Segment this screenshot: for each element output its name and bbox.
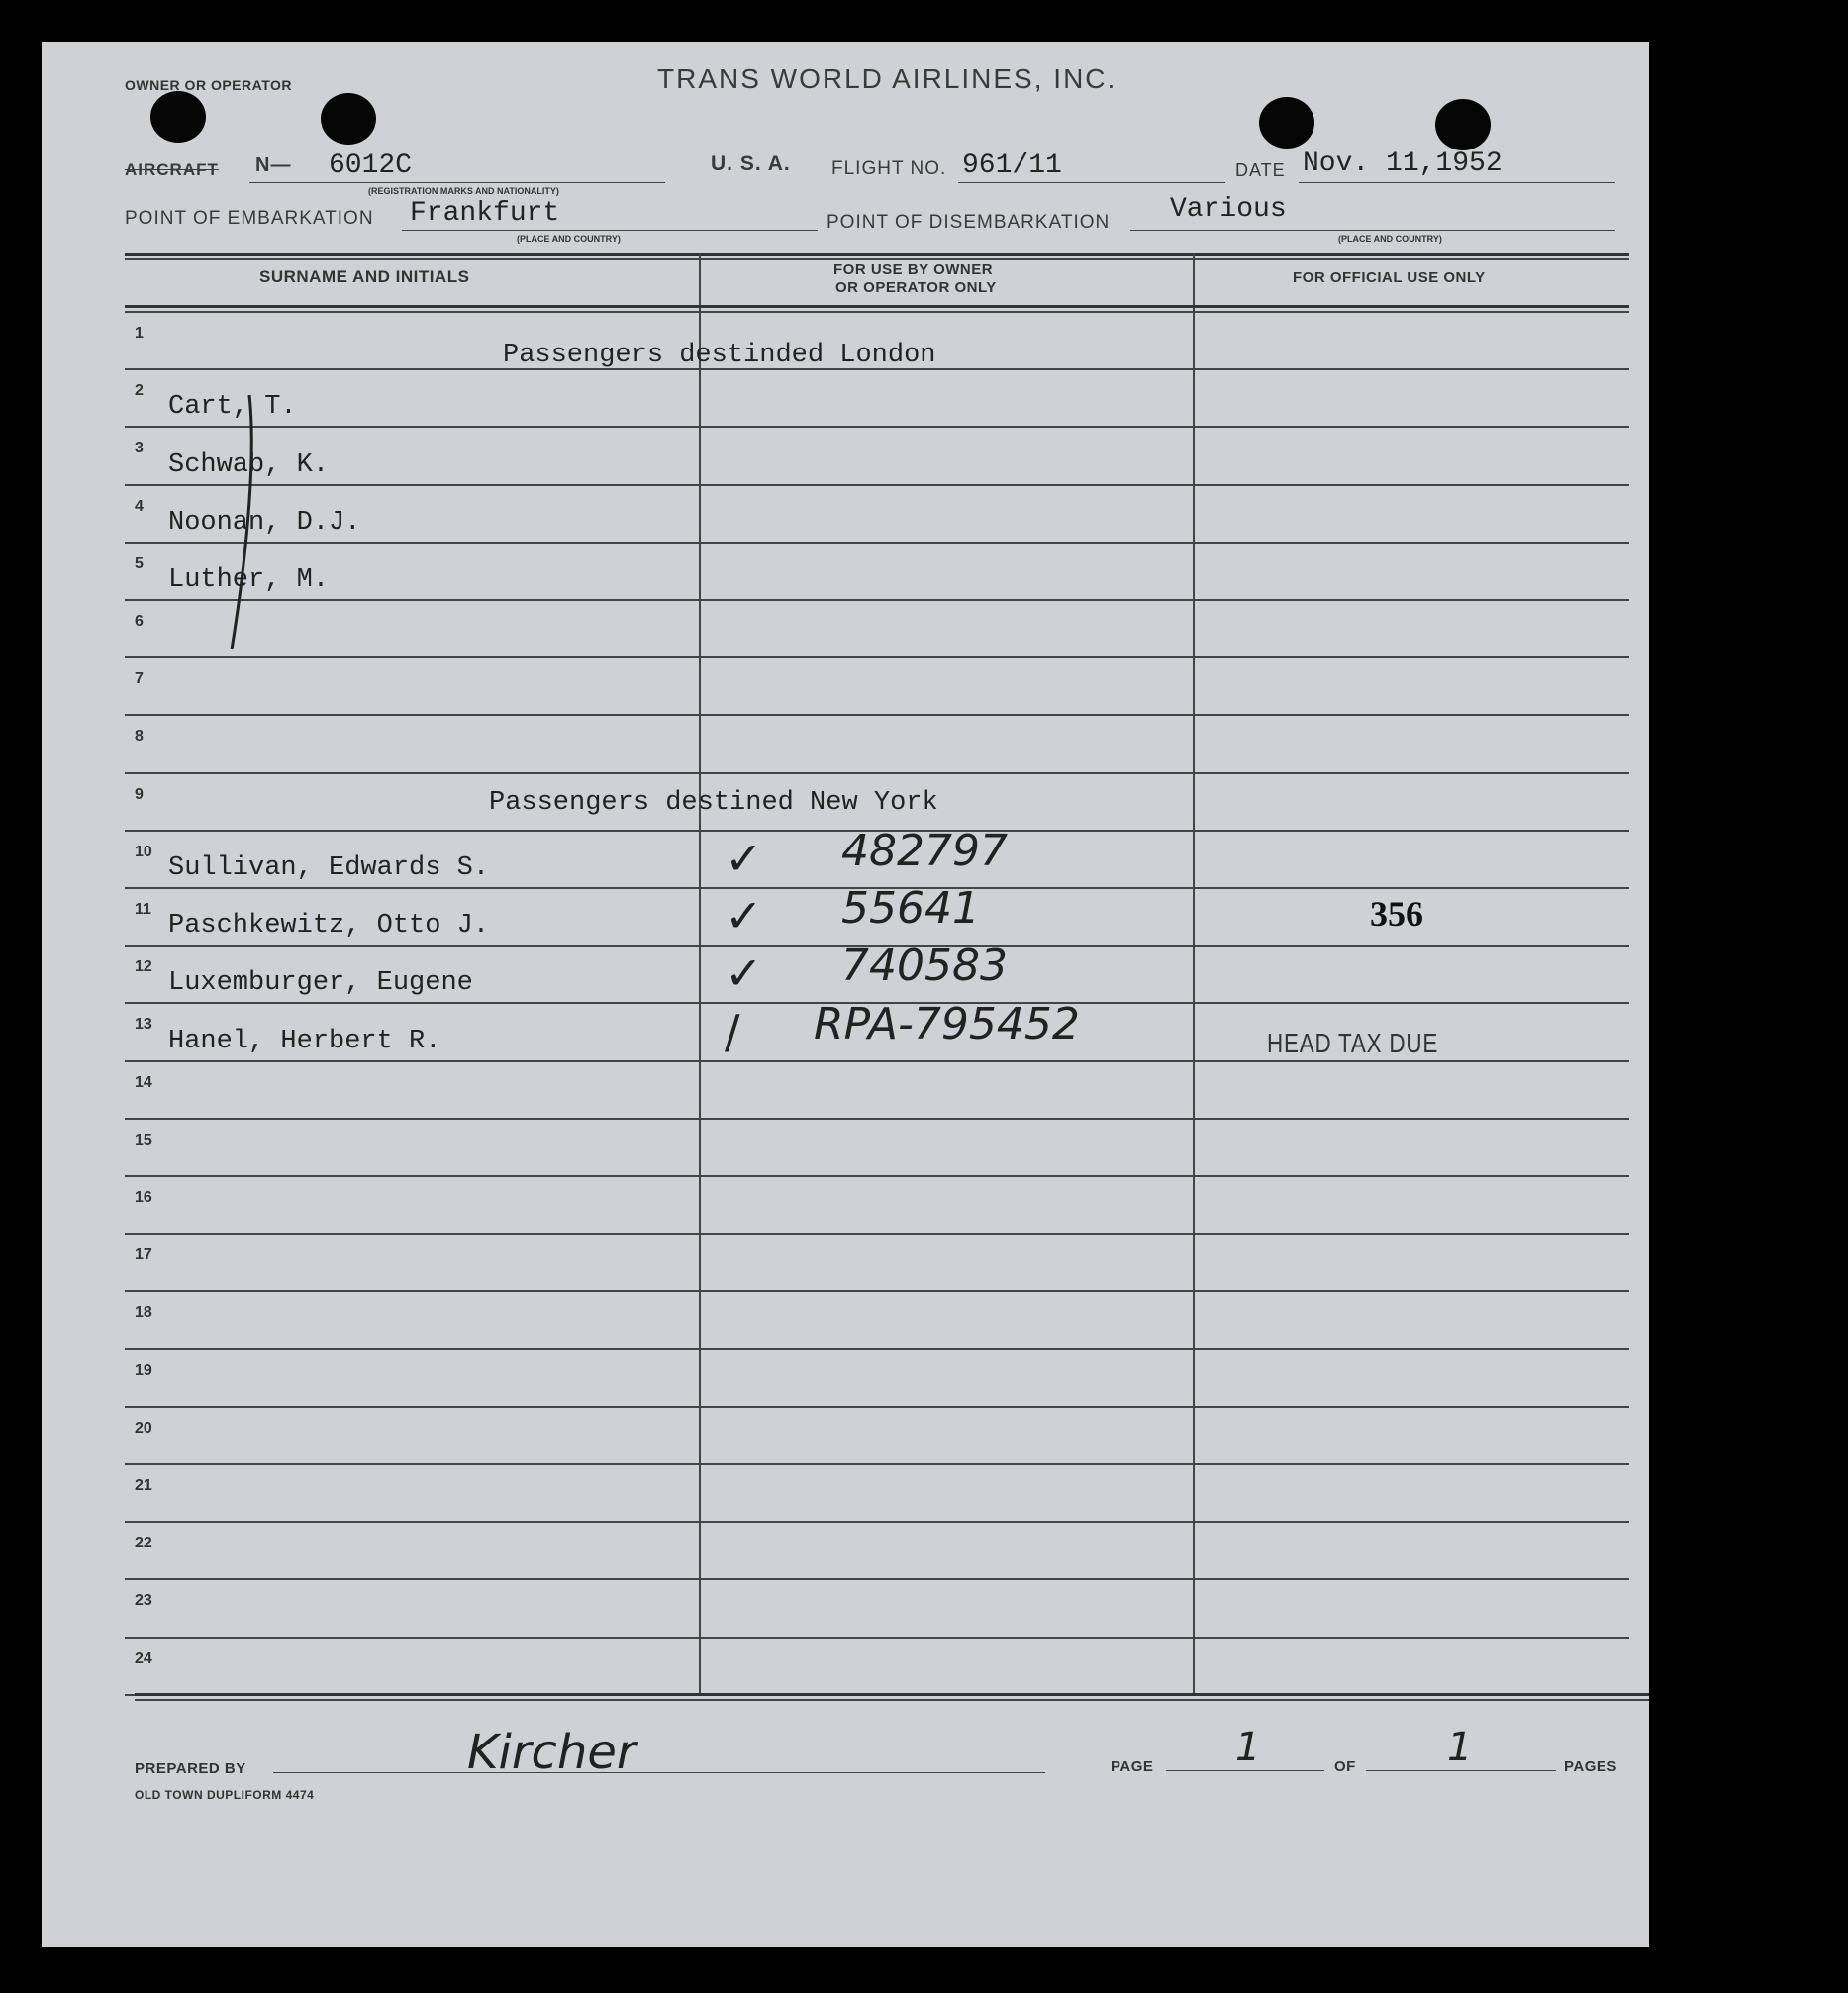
table-top-rule [125, 253, 1629, 256]
table-top-rule-2 [125, 258, 1629, 260]
column-header-surname: SURNAME AND INITIALS [259, 267, 470, 286]
disembark-label: POINT OF DISEMBARKATION [827, 212, 1111, 233]
disembark-place-caption: (PLACE AND COUNTRY) [1338, 234, 1442, 244]
row-number: 11 [135, 901, 151, 918]
punch-hole [321, 93, 376, 145]
passenger-name: Hanel, Herbert R. [168, 1026, 441, 1056]
embark-value: Frankfurt [410, 198, 560, 229]
row-rule [125, 772, 1629, 774]
flight-value: 961/11 [962, 150, 1062, 181]
passenger-name: Cart, T. [168, 392, 297, 423]
row-number: 6 [135, 613, 144, 630]
row-number: 13 [135, 1016, 152, 1034]
row-number: 18 [135, 1304, 152, 1322]
date-underline [1299, 182, 1615, 183]
column-divider-2 [1193, 253, 1195, 1693]
punch-hole [1435, 99, 1491, 150]
passenger-reference: RPA-795452 [814, 998, 1080, 1049]
punch-hole [150, 91, 206, 143]
table-bottom-rule [135, 1693, 1649, 1696]
punch-hole [1259, 97, 1314, 149]
page-label: PAGE [1111, 1758, 1154, 1775]
strike-through-mark [210, 390, 269, 657]
check-mark: ✓ [725, 889, 763, 944]
page-value: 1 [1235, 1725, 1261, 1770]
passenger-name: Luther, M. [168, 565, 330, 595]
row-number: 16 [135, 1189, 152, 1206]
prepared-by-label: PREPARED BY [135, 1760, 246, 1777]
row-rule [125, 1290, 1629, 1292]
passenger-name: Schwab, K. [168, 449, 330, 480]
of-value: 1 [1447, 1725, 1473, 1770]
row-rule [125, 1578, 1629, 1580]
signature: Kircher [467, 1725, 636, 1780]
column-divider-1 [699, 253, 701, 1693]
passenger-name: Luxemburger, Eugene [168, 968, 473, 999]
disembark-underline [1130, 230, 1615, 231]
disembark-value: Various [1170, 194, 1287, 225]
row-rule [125, 1637, 1629, 1639]
row-number: 14 [135, 1073, 152, 1091]
row-rule [125, 1175, 1629, 1177]
row-rule [125, 1233, 1629, 1235]
passenger-name: Noonan, D.J. [168, 507, 361, 538]
check-mark: ✓ [725, 832, 763, 885]
check-mark: / [725, 1004, 740, 1058]
passenger-name: Sullivan, Edwards S. [168, 853, 490, 883]
row-number: 8 [135, 728, 144, 746]
header-bottom-rule [125, 305, 1629, 308]
pages-label: PAGES [1564, 1758, 1617, 1775]
manifest-sheet [42, 42, 1649, 1947]
passenger-name: Paschkewitz, Otto J. [168, 911, 490, 942]
date-label: DATE [1235, 160, 1286, 180]
row-rule [125, 599, 1629, 601]
row-rule [125, 1463, 1629, 1465]
passenger-reference: 482797 [841, 826, 1008, 876]
official-number: 356 [1370, 894, 1423, 934]
page-line [1166, 1770, 1324, 1771]
row-number: 3 [135, 440, 144, 457]
row-number: 1 [135, 325, 144, 342]
row-number: 2 [135, 382, 144, 400]
row-number: 24 [135, 1649, 152, 1667]
embark-underline [402, 230, 818, 231]
note-new-york: Passengers destined New York [489, 788, 938, 818]
country: U. S. A. [711, 152, 791, 175]
header-bottom-rule-2 [125, 311, 1629, 313]
passenger-reference: 740583 [841, 941, 1008, 992]
table-bottom-rule-2 [135, 1699, 1649, 1701]
row-rule [125, 1406, 1629, 1408]
row-number: 12 [135, 958, 152, 976]
row-number: 23 [135, 1592, 152, 1610]
row-number: 5 [135, 554, 144, 572]
of-line [1366, 1770, 1556, 1771]
row-rule [125, 542, 1629, 544]
row-number: 20 [135, 1419, 152, 1437]
row-number: 10 [135, 843, 152, 860]
column-header-owner-use-2: OR OPERATOR ONLY [835, 279, 997, 296]
flight-label: FLIGHT NO. [831, 158, 947, 179]
aircraft-label: AIRCRAFT [125, 160, 219, 179]
row-rule [125, 1521, 1629, 1523]
row-rule [125, 1118, 1629, 1120]
owner-label: OWNER OR OPERATOR [125, 77, 292, 93]
column-header-owner-use-1: FOR USE BY OWNER [833, 261, 994, 278]
row-number: 21 [135, 1477, 152, 1494]
passenger-reference: 55641 [841, 883, 980, 935]
check-mark: ✓ [725, 947, 763, 1001]
row-number: 4 [135, 497, 144, 515]
row-rule [125, 1348, 1629, 1350]
embark-label: POINT OF EMBARKATION [125, 208, 374, 229]
row-number: 9 [135, 785, 144, 803]
flight-underline [958, 182, 1225, 183]
row-rule [125, 1060, 1629, 1062]
aircraft-prefix: N— [255, 154, 292, 176]
embark-place-caption: (PLACE AND COUNTRY) [517, 234, 621, 244]
row-number: 22 [135, 1535, 152, 1552]
row-rule [125, 656, 1629, 658]
row-number: 15 [135, 1131, 152, 1148]
note-london: Passengers destinded London [503, 341, 936, 370]
aircraft-value: 6012C [329, 150, 413, 181]
column-header-official-use: FOR OFFICIAL USE ONLY [1293, 269, 1486, 286]
row-rule [125, 484, 1629, 486]
aircraft-underline [249, 182, 665, 183]
row-rule [125, 426, 1629, 428]
row-number: 19 [135, 1361, 152, 1379]
row-rule [125, 714, 1629, 716]
date-value: Nov. 11,1952 [1303, 149, 1503, 179]
prepared-by-line [273, 1772, 1045, 1773]
registration-caption: (REGISTRATION MARKS AND NATIONALITY) [368, 186, 559, 196]
head-tax-stamp: HEAD TAX DUE [1267, 1028, 1439, 1058]
of-label: OF [1334, 1758, 1356, 1775]
form-id: OLD TOWN DUPLIFORM 4474 [135, 1788, 315, 1802]
row-number: 17 [135, 1246, 152, 1264]
company-name: TRANS WORLD AIRLINES, INC. [657, 63, 1118, 94]
row-number: 7 [135, 670, 144, 688]
